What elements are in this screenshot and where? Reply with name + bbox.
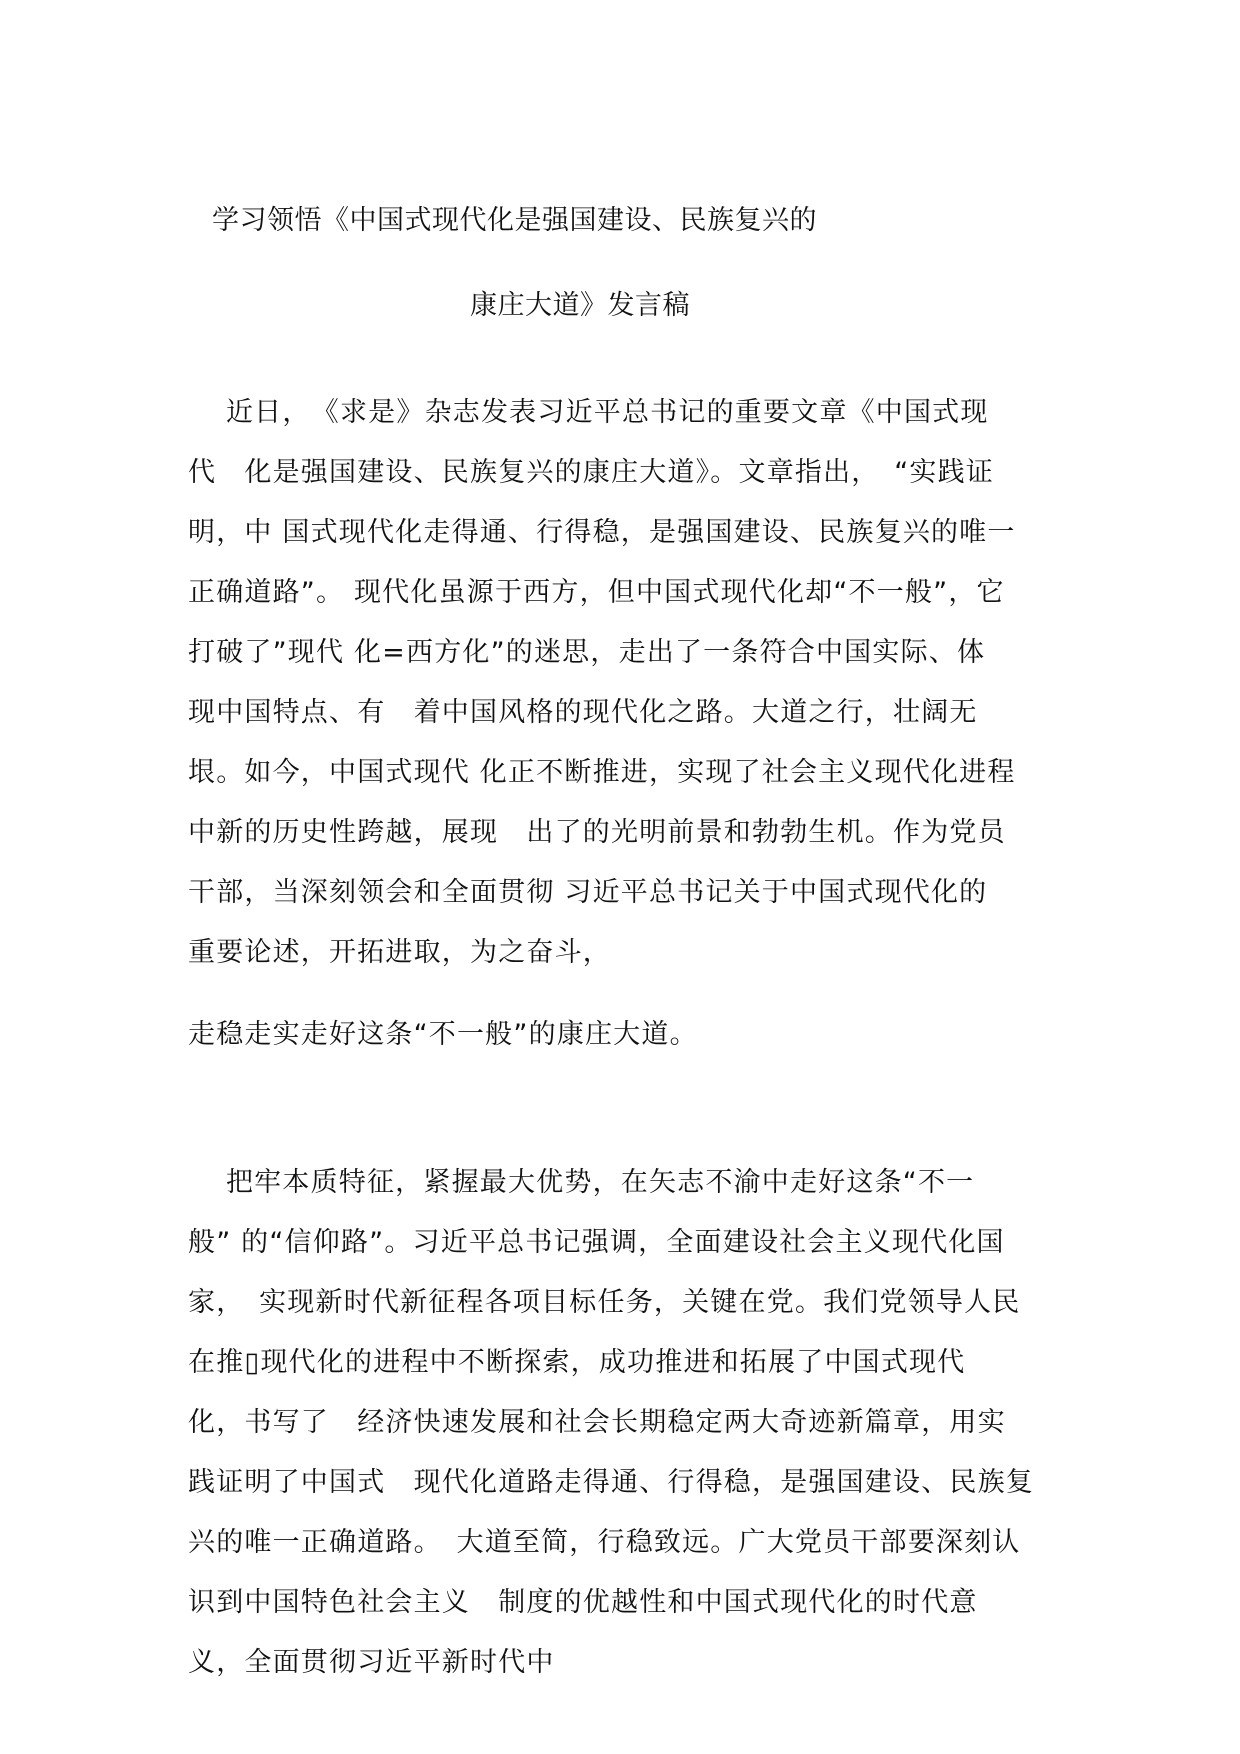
- paragraph-1-line: 中新的历史性跨越，展现 出了的光明前景和勃勃生机。作为党员: [188, 817, 1006, 848]
- paragraph-2-line: 识到中国特色社会主义 制度的优越性和中国式现代化的时代意: [188, 1587, 978, 1618]
- paragraph-1-line: 打破了”现代 化=西方化”的迷思，走出了一条符合中国实际、体: [188, 637, 986, 668]
- paragraph-2-line: 般” 的“信仰路”。习近平总书记强调，全面建设社会主义现代化国: [188, 1227, 1005, 1258]
- paragraph-1-line: 干部，当深刻领会和全面贯彻 习近平总书记关于中国式现代化的: [188, 877, 988, 908]
- paragraph-2-line: 践证明了中国式 现代化道路走得通、行得稳，是强国建设、民族复: [188, 1467, 1034, 1498]
- paragraph-1-line: 垠。如今，中国式现代 化正不断推进，实现了社会主义现代化进程: [188, 757, 1016, 788]
- paragraph-2-line: 在推▯现代化的进程中不断探索，成功推进和拓展了中国式现代: [188, 1347, 966, 1378]
- paragraph-2-line: 化，书写了 经济快速发展和社会长期稳定两大奇迹新篇章，用实: [188, 1407, 1006, 1438]
- document-title-line-1: 学习领悟《中国式现代化是强国建设、民族复兴的: [212, 205, 817, 236]
- paragraph-1-tail: 走稳走实走好这条“不一般”的康庄大道。: [188, 1019, 698, 1050]
- paragraph-2-line: 家， 实现新时代新征程各项目标任务，关键在党。我们党领导人民: [188, 1287, 1021, 1318]
- paragraph-1-line: 正确道路”。 现代化虽源于西方，但中国式现代化却“不一般”，它: [188, 577, 1005, 608]
- paragraph-1-line: 现中国特点、有 着中国风格的现代化之路。大道之行，壮阔无: [188, 697, 978, 728]
- paragraph-2-line: 义，全面贯彻习近平新时代中: [188, 1647, 555, 1678]
- document-title-line-2: 康庄大道》发言稿: [470, 290, 690, 321]
- paragraph-2-line: 把牢本质特征，紧握最大优势，在矢志不渝中走好这条“不一: [188, 1167, 975, 1198]
- paragraph-1-line: 明，中 国式现代化走得通、行得稳，是强国建设、民族复兴的唯一: [188, 517, 1016, 548]
- paragraph-1-line: 重要论述，开拓进取，为之奋斗，: [188, 937, 611, 968]
- paragraph-2-line: 兴的唯一正确道路。 大道至简，行稳致远。广大党员干部要深刻认: [188, 1527, 1021, 1558]
- paragraph-1-line: 代 化是强国建设、民族复兴的康庄大道》。文章指出， “实践证: [188, 457, 994, 488]
- paragraph-1-line: 近日， 《求是》杂志发表习近平总书记的重要文章《中国式现: [188, 397, 989, 428]
